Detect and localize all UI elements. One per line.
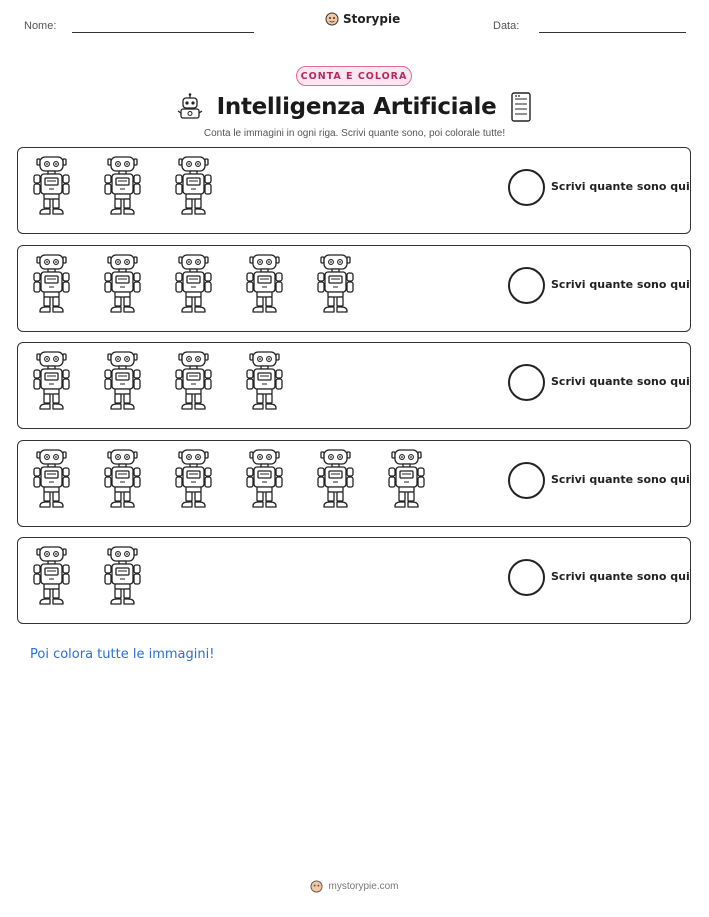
footer [0, 880, 709, 893]
robot-icon [245, 254, 284, 318]
robot-group [32, 546, 142, 610]
mascot-icon [325, 12, 339, 26]
answer-circle[interactable] [508, 267, 545, 304]
robot-group [32, 156, 213, 220]
robot-icon [174, 254, 213, 318]
date-field[interactable] [539, 32, 686, 33]
robot-icon [174, 351, 213, 415]
counting-row [17, 245, 691, 332]
coloring-note: Poi colora tutte le immagini! [30, 647, 215, 662]
robot-icon [103, 156, 142, 220]
answer-label: Scrivi quante sono qui [551, 180, 690, 193]
footer-url: mystorypie.com [328, 881, 399, 892]
robot-icon [316, 254, 355, 318]
counting-row [17, 342, 691, 429]
robot-icon [32, 254, 71, 318]
name-field[interactable] [72, 32, 254, 33]
counting-row [17, 440, 691, 527]
robot-icon [174, 449, 213, 513]
robot-icon [103, 546, 142, 610]
robot-head-icon [177, 93, 203, 121]
server-icon [510, 92, 532, 122]
answer-circle[interactable] [508, 169, 545, 206]
robot-icon [245, 351, 284, 415]
answer-circle[interactable] [508, 364, 545, 401]
robot-icon [32, 546, 71, 610]
activity-badge: CONTA E COLORA [296, 66, 412, 86]
robot-icon [32, 449, 71, 513]
date-label: Data: [493, 20, 520, 32]
robot-icon [316, 449, 355, 513]
answer-label: Scrivi quante sono qui [551, 570, 690, 583]
instructions: Conta le immagini in ogni riga. Scrivi quante sono, poi colorale tutte! [203, 128, 506, 139]
title-block [0, 92, 709, 122]
answer-label: Scrivi quante sono qui [551, 375, 690, 388]
answer-circle[interactable] [508, 462, 545, 499]
robot-group [32, 351, 284, 415]
counting-row [17, 537, 691, 624]
answer-label: Scrivi quante sono qui [551, 472, 690, 486]
robot-icon [103, 254, 142, 318]
counting-row [17, 147, 691, 234]
robot-icon [103, 449, 142, 513]
answer-label: Scrivi quante sono qui [551, 277, 690, 291]
robot-icon [103, 351, 142, 415]
mascot-icon [310, 880, 323, 893]
robot-icon [32, 351, 71, 415]
page-title: Intelligenza Artificiale [216, 94, 497, 120]
name-label: Nome: [24, 20, 57, 32]
robot-icon [245, 449, 284, 513]
storypie-logo [325, 12, 400, 26]
robot-group [32, 449, 426, 513]
robot-group [32, 254, 355, 318]
robot-icon [387, 449, 426, 513]
robot-icon [174, 156, 213, 220]
brand-name: Storypie [343, 12, 401, 26]
robot-icon [32, 156, 71, 220]
answer-circle[interactable] [508, 559, 545, 596]
